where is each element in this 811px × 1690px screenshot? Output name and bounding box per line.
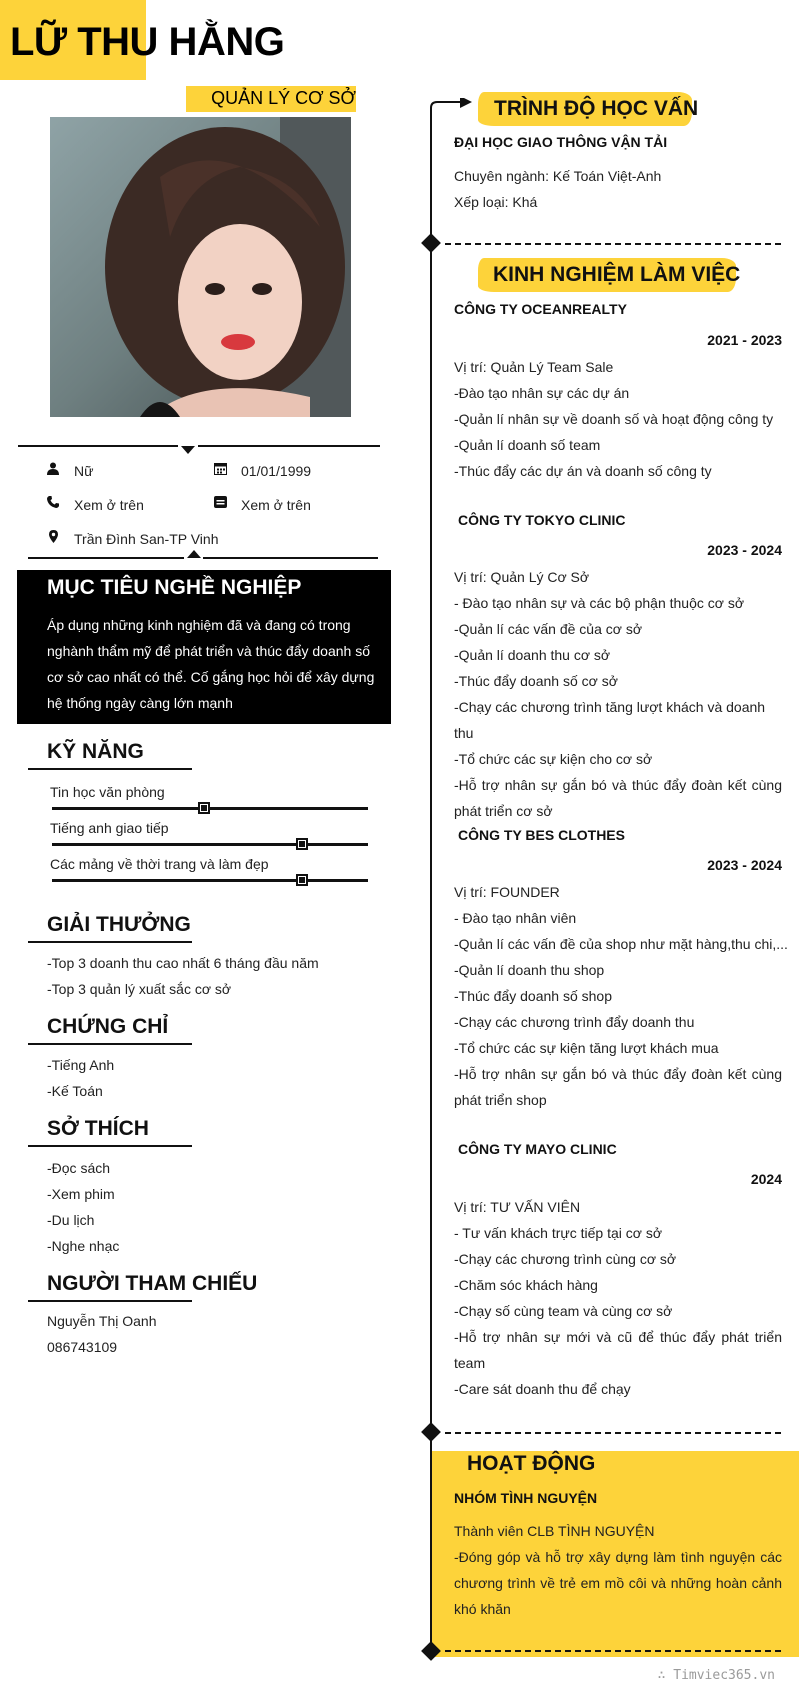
section-separator	[445, 1432, 781, 1434]
job-date: 2023 - 2024	[707, 857, 782, 873]
job-line: -Hỗ trợ nhân sự mới và cũ để thúc đẩy phát triển team	[454, 1329, 782, 1371]
skill-level-marker	[296, 838, 308, 850]
divider	[28, 557, 184, 559]
activity-line: -Đóng góp và hỗ trợ xây dựng làm tình nguyện các chương trình về trẻ em mồ côi và những hoàn cảnh khó khăn	[454, 1549, 782, 1617]
job-line: Vị trí: FOUNDER	[454, 884, 560, 900]
job-line: -Thúc đẩy các dự án và doanh số công ty	[454, 463, 712, 479]
job-line: -Chạy số cùng team và cùng cơ sở	[454, 1303, 673, 1319]
timeline-arrow-icon	[430, 98, 474, 120]
education-major: Chuyên ngành: Kế Toán Việt-Anh	[454, 168, 662, 184]
skill-bar	[52, 843, 368, 846]
skills-title: KỸ NĂNG	[47, 740, 144, 763]
skill-level-marker	[296, 874, 308, 886]
divider-arrow	[181, 446, 195, 454]
calendar-icon	[213, 461, 227, 475]
job-date: 2021 - 2023	[707, 332, 782, 348]
job-description	[454, 564, 782, 824]
job-line: -Thúc đẩy doanh số shop	[454, 988, 612, 1004]
job-line: -Chăm sóc khách hàng	[454, 1277, 598, 1293]
job-line: -Hỗ trợ nhân sự gắn bó và thúc đẩy đoàn kết cùng phát triển cơ sở	[454, 777, 782, 819]
section-separator	[445, 1650, 781, 1652]
job-line: -Tổ chức các sự kiện tăng lượt khách mua	[454, 1040, 719, 1056]
job-line: - Đào tạo nhân viên	[454, 910, 577, 926]
education-title: TRÌNH ĐỘ HỌC VẤN	[494, 97, 699, 120]
job-line: -Đào tạo nhân sự các dự án	[454, 385, 630, 401]
job-line: -Quản lí doanh số team	[454, 437, 601, 453]
hobby-item: -Nghe nhạc	[47, 1238, 120, 1254]
job-line: -Quản lí các vấn đề của shop như mặt hàng,thu chi,...	[454, 936, 788, 952]
awards-title: GIẢI THƯỞNG	[47, 913, 191, 936]
skill-label: Các mảng về thời trang và làm đẹp	[50, 856, 269, 872]
timeline-node	[421, 1422, 441, 1442]
skill-label: Tin học văn phòng	[50, 784, 165, 800]
timeline-node	[421, 233, 441, 253]
job-line: - Tư vấn khách trực tiếp tại cơ sở	[454, 1225, 663, 1241]
candidate-name: LỮ THU HẰNG	[10, 20, 285, 64]
job-line: - Đào tạo nhân sự và các bộ phận thuộc cơ sở	[454, 595, 745, 611]
education-grade: Xếp loại: Khá	[454, 194, 538, 210]
school-name: ĐẠI HỌC GIAO THÔNG VẬN TẢI	[454, 134, 668, 150]
activities-title: HOẠT ĐỘNG	[467, 1452, 596, 1475]
company-name: CÔNG TY BES CLOTHES	[458, 827, 625, 843]
job-date: 2023 - 2024	[707, 542, 782, 558]
award-item: -Top 3 doanh thu cao nhất 6 tháng đầu năm	[47, 955, 319, 971]
activity-description	[454, 1518, 782, 1622]
job-title: QUẢN LÝ CƠ SỞ	[211, 88, 356, 108]
skill-bar	[52, 807, 368, 810]
address-value: Trần Đình San-TP Vinh	[74, 531, 219, 547]
job-line: -Chạy các chương trình cùng cơ sở	[454, 1251, 677, 1267]
objective-text: Áp dụng những kinh nghiệm đã và đang có trong nghành thẩm mỹ để phát triển và thúc đẩy doanh số cơ sở cao nhất có thể. Cố gắng học hỏi để xây dựng hệ thống ngày càng lớn mạnh	[47, 617, 375, 711]
location-icon	[46, 529, 60, 543]
job-line: Vị trí: Quản Lý Cơ Sở	[454, 569, 590, 585]
section-separator	[445, 243, 781, 245]
email-icon	[213, 495, 227, 509]
company-name: CÔNG TY TOKYO CLINIC	[458, 512, 626, 528]
job-description	[454, 1194, 782, 1402]
skill-label: Tiếng anh giao tiếp	[50, 820, 169, 836]
skill-bar	[52, 879, 368, 882]
hobby-item: -Xem phim	[47, 1186, 115, 1202]
hobby-item: -Du lịch	[47, 1212, 95, 1228]
divider-arrow	[187, 550, 201, 558]
company-name: CÔNG TY MAYO CLINIC	[458, 1141, 617, 1157]
divider	[18, 445, 178, 447]
section-underline	[28, 1145, 192, 1147]
section-underline	[28, 941, 192, 943]
email-value: Xem ở trên	[241, 497, 311, 513]
gender-value: Nữ	[74, 463, 94, 479]
job-line: -Tổ chức các sự kiện cho cơ sở	[454, 751, 653, 767]
reference-name: Nguyễn Thị Oanh	[47, 1313, 157, 1329]
objective-title: MỤC TIÊU NGHỀ NGHIỆP	[47, 576, 302, 599]
job-line: Vị trí: TƯ VẤN VIÊN	[454, 1199, 581, 1215]
job-line: -Quản lí các vấn đề của cơ sở	[454, 621, 643, 637]
certificate-item: -Tiếng Anh	[47, 1057, 115, 1073]
job-line: -Hỗ trợ nhân sự gắn bó và thúc đẩy đoàn kết cùng phát triển shop	[454, 1066, 782, 1108]
job-description	[454, 354, 782, 484]
profile-photo	[50, 117, 351, 417]
job-line: -Chạy các chương trình tăng lượt khách và doanh thu	[454, 699, 766, 741]
section-underline	[28, 1300, 192, 1302]
job-line: -Quản lí doanh thu shop	[454, 962, 605, 978]
activity-line: Thành viên CLB TÌNH NGUYỆN	[454, 1523, 655, 1539]
job-date: 2024	[750, 1171, 782, 1187]
experience-title: KINH NGHIỆM LÀM VIỆC	[493, 263, 741, 286]
certificate-item: -Kế Toán	[47, 1083, 103, 1099]
company-name: CÔNG TY OCEANREALTY	[454, 301, 627, 317]
references-title: NGƯỜI THAM CHIẾU	[47, 1272, 258, 1295]
job-line: Vị trí: Quản Lý Team Sale	[454, 359, 614, 375]
divider	[203, 557, 378, 559]
job-line: -Chạy các chương trình đẩy doanh thu	[454, 1014, 695, 1030]
phone-value: Xem ở trên	[74, 497, 144, 513]
skill-level-marker	[198, 802, 210, 814]
job-line: -Care sát doanh thu để chạy	[454, 1381, 631, 1397]
section-underline	[28, 768, 192, 770]
reference-phone: 086743109	[47, 1339, 118, 1355]
certificates-title: CHỨNG CHỈ	[47, 1015, 169, 1038]
phone-icon	[46, 495, 60, 509]
watermark: ∴ Timviec365.vn	[657, 1668, 775, 1683]
job-line: -Thúc đẩy doanh số cơ sở	[454, 673, 618, 689]
hobby-item: -Đọc sách	[47, 1160, 111, 1176]
user-icon	[46, 461, 60, 475]
job-description	[454, 879, 788, 1113]
job-line: -Quản lí nhân sự về doanh số và hoạt động công ty	[454, 411, 774, 427]
divider	[198, 445, 380, 447]
activity-group: NHÓM TÌNH NGUYỆN	[454, 1490, 598, 1506]
hobbies-title: SỞ THÍCH	[47, 1117, 149, 1140]
section-underline	[28, 1043, 192, 1045]
dob-value: 01/01/1999	[241, 463, 312, 479]
award-item: -Top 3 quản lý xuất sắc cơ sở	[47, 981, 232, 997]
job-line: -Quản lí doanh thu cơ sở	[454, 647, 611, 663]
